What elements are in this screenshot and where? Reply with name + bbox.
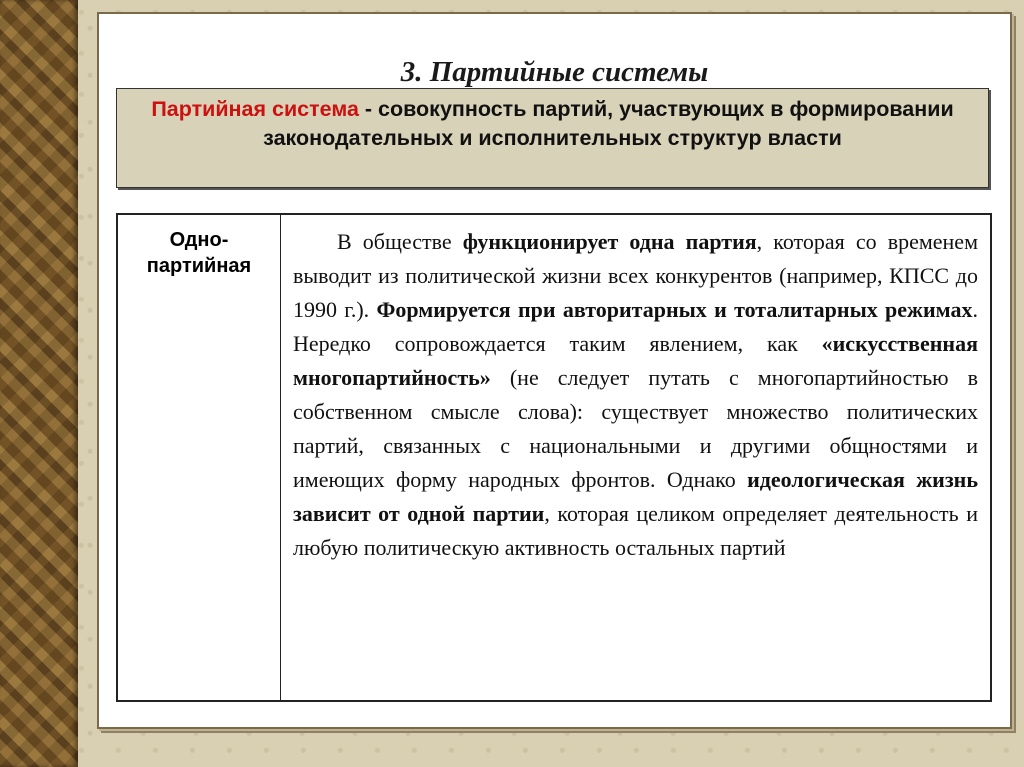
system-description-cell (281, 214, 992, 701)
description-bold-segment: «искусственная многопартийность» (293, 331, 978, 390)
slide-title: 3. Партийные системы (400, 56, 709, 88)
table-row (117, 214, 991, 701)
decorative-side-strip (0, 0, 78, 767)
definition-text: - совокупность партий, участвующих в формировании законодательных и исполнительных структур власти (263, 97, 954, 150)
system-type-cell (117, 214, 281, 701)
description-bold-segment: идеологическая жизнь зависит от одной партии (293, 467, 978, 526)
definition-term: Партийная система (151, 97, 359, 121)
system-type-line1: Одно- (169, 229, 229, 251)
description-segment: , которая со временем выводит из политической жизни всех конкурентов (например, КПСС до 1990 г.). (293, 229, 978, 322)
party-system-table (116, 213, 992, 702)
system-type-line2: партийная (146, 255, 252, 277)
description-bold-segment: Формируется при авторитарных и тоталитарных режимах (376, 297, 973, 322)
system-description (293, 229, 978, 560)
slide (97, 12, 1012, 729)
definition-box (116, 88, 989, 188)
description-segment: , которая целиком определяет деятельность и любую политическую активность остальных партий (293, 501, 978, 560)
description-segment: . Нередко сопровождается таким явлением, как (293, 297, 979, 356)
description-segment: (не следует путать с многопартийностью в собственном смысле слова): существует множество политических партий, связанных с национальными и другими общностями и имеющих форму народных фронтов. Однако (293, 365, 978, 492)
description-bold-segment: функционирует одна партия (462, 229, 757, 254)
description-segment: В обществе (337, 229, 463, 254)
